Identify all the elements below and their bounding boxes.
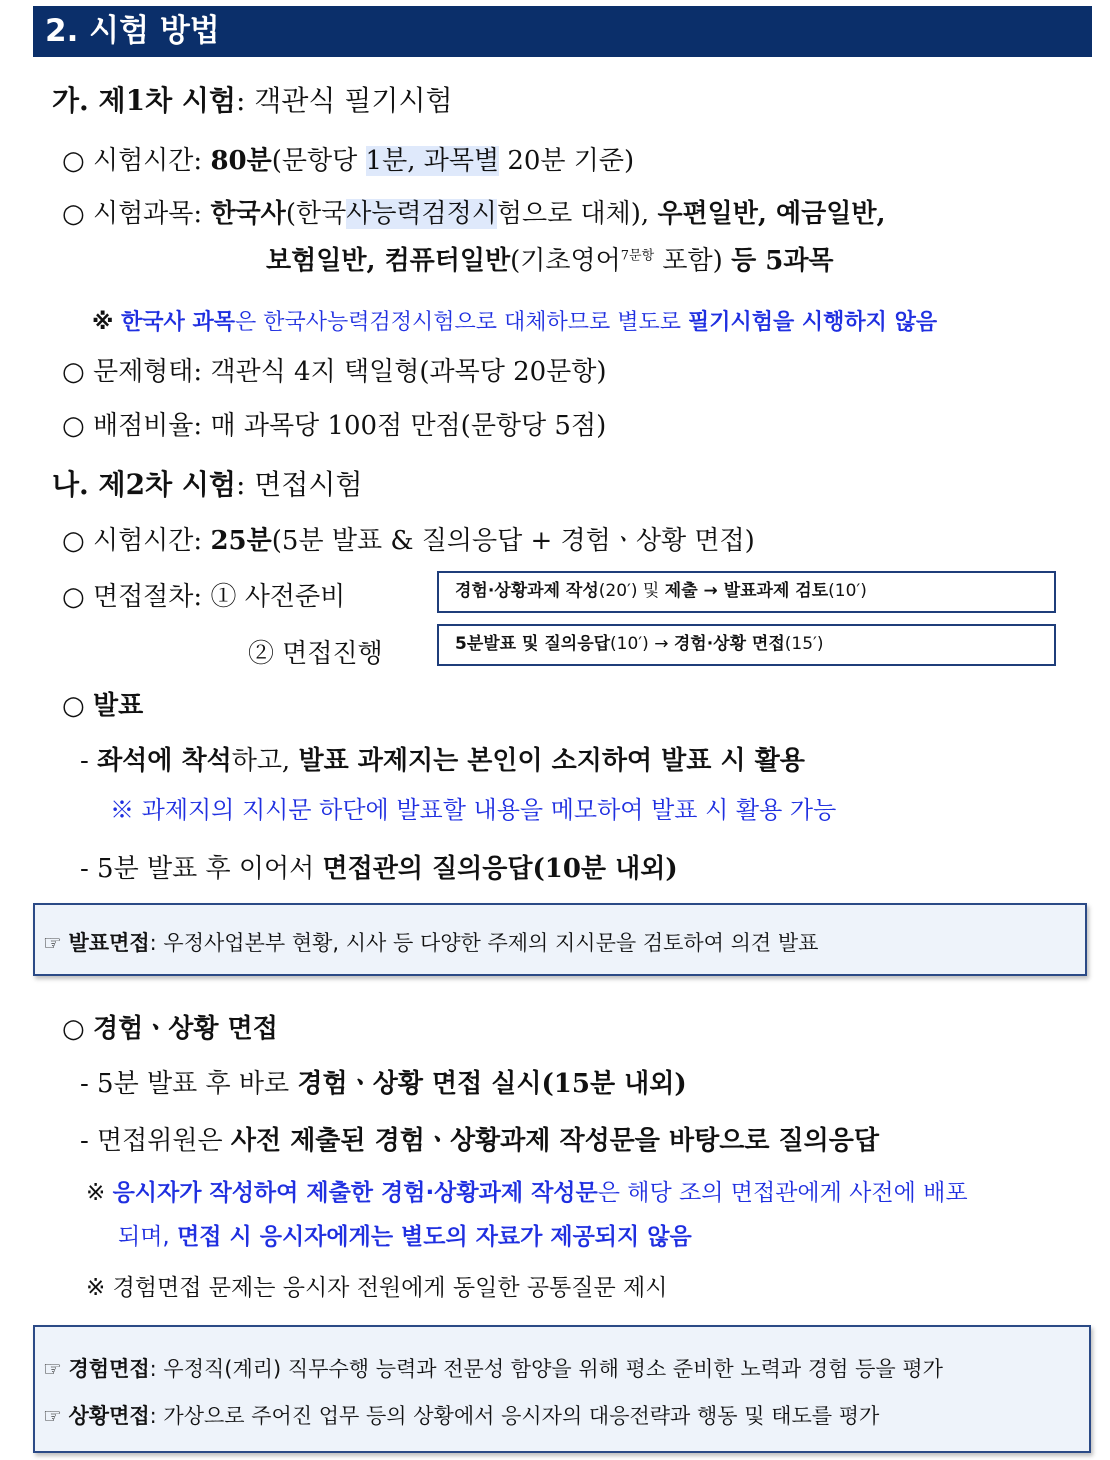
korean-history-notice xyxy=(92,305,937,336)
pointing-hand-icon: ☞ xyxy=(43,931,62,955)
pointing-hand-icon: ☞ xyxy=(43,1357,62,1381)
bullet: ○ xyxy=(62,526,85,556)
notice-mark: ※ xyxy=(92,310,122,335)
exp-line2-text: - 면접위원은 xyxy=(80,1126,231,1156)
exam-time-detail-pre: (문항당 xyxy=(271,146,366,176)
subject-english-count: 7문항 xyxy=(620,248,655,264)
section-a-desc: : 객관식 필기시험 xyxy=(235,84,453,117)
note-label: 발표면접 xyxy=(68,931,150,955)
score-ratio xyxy=(62,405,606,442)
box2-bold-1: 5분발표 및 질의응답 xyxy=(455,634,611,654)
section-a-heading xyxy=(52,79,453,119)
note1-mark: ※ xyxy=(86,1180,113,1206)
note1-bold-2: 면접 시 응시자에게는 별도의 자료가 제공되지 않음 xyxy=(177,1224,692,1250)
pres-text-1: 하고, xyxy=(231,746,299,776)
subject-note-hl: 사능력검정시 xyxy=(346,199,497,229)
bullet: ○ xyxy=(62,582,85,612)
bullet: ○ xyxy=(62,411,85,441)
subject-note-post: 험으로 대체), xyxy=(496,199,658,229)
box1-bold-1: 경험·상황과제 작성 xyxy=(455,581,599,601)
box1-text-1: (20′) 및 xyxy=(598,581,665,601)
score-ratio-text: 배점비율: 매 과목당 100점 만점(문항당 5점) xyxy=(92,411,607,441)
section-b-label: 나. 제2차 시험 xyxy=(52,468,236,501)
dash: - xyxy=(80,746,98,776)
exam-subjects-label: 시험과목: xyxy=(92,199,203,229)
bullet: ○ xyxy=(62,691,85,721)
section-b-heading xyxy=(52,463,363,503)
subject-note-pre: (한국 xyxy=(285,199,347,229)
note-situation-label: 상황면접 xyxy=(68,1404,150,1428)
exam-time-value: 80분 xyxy=(210,146,272,176)
exam-time-b-detail: (5분 발표 & 질의응답 + 경험ㆍ상황 면접) xyxy=(271,526,755,556)
procedure-label: 면접절차: xyxy=(92,582,203,612)
pres-bold-2: 발표 과제지는 본인이 소지하여 발표 시 활용 xyxy=(298,746,805,776)
subject-postal-deposit: 우편일반, 예금일반, xyxy=(657,199,886,229)
exam-subjects xyxy=(62,193,886,230)
procedure-box-2 xyxy=(437,624,1056,666)
experience-title: 경험ㆍ상황 면접 xyxy=(92,1014,278,1044)
box1-bold-2: 제출 → 발표과제 검토 xyxy=(664,581,829,601)
question-format-text: 문제형태: 객관식 4지 택일형(과목당 20문항) xyxy=(92,357,607,387)
presentation-line-2 xyxy=(80,848,678,885)
presentation-title: 발표 xyxy=(92,691,144,721)
presentation-line-1 xyxy=(80,740,805,777)
experience-line-1 xyxy=(80,1063,687,1100)
experience-heading xyxy=(62,1008,278,1045)
section-b-desc: : 면접시험 xyxy=(235,468,363,501)
note-line-experience xyxy=(43,1353,943,1383)
subject-english-note-post: 포함) xyxy=(654,246,732,276)
box2-bold-2: 경험·상황 면접 xyxy=(673,634,785,654)
section-header xyxy=(33,6,1092,57)
bullet: ○ xyxy=(62,199,85,229)
experience-note-1 xyxy=(86,1174,968,1207)
box2-text-1: (10′) → xyxy=(610,634,674,654)
box1-text-2: (10′) xyxy=(828,581,867,601)
subject-insurance-computer: 보험일반, 컴퓨터일반 xyxy=(266,246,511,276)
bullet: ○ xyxy=(62,1014,85,1044)
exam-time-a xyxy=(62,140,634,177)
note1-text-1: 은 해당 조의 면접관에게 사전에 배포 xyxy=(597,1180,968,1206)
pres-line2-bold: 면접관의 질의응답(10분 내외) xyxy=(322,854,678,884)
interview-procedure xyxy=(62,576,345,613)
subject-korean-history: 한국사 xyxy=(210,199,286,229)
subject-total: 등 5과목 xyxy=(731,246,834,276)
procedure-box-1 xyxy=(437,571,1056,613)
note1-bold-1: 응시자가 작성하여 제출한 경험·상황과제 작성문 xyxy=(112,1180,598,1206)
exp-line1-bold: 경험ㆍ상황 면접 실시(15분 내외) xyxy=(297,1069,687,1099)
notice-bold-1: 한국사 과목 xyxy=(121,310,235,335)
note1-text-2: 되며, xyxy=(118,1224,178,1250)
interview-type-note xyxy=(33,1325,1091,1453)
exam-time-b xyxy=(62,520,755,557)
exam-time-b-label: 시험시간: xyxy=(92,526,203,556)
note-text: : 우정사업본부 현황, 시사 등 다양한 주제의 지시문을 검토하여 의견 발표 xyxy=(149,931,819,955)
note-experience-label: 경험면접 xyxy=(68,1357,150,1381)
exam-time-detail-hl: 1분, 과목별 xyxy=(365,146,500,176)
interview-procedure-step2 xyxy=(248,633,383,670)
note-experience-text: : 우정직(계리) 직무수행 능력과 전문성 함양을 위해 평소 준비한 노력과 경험 등을 평가 xyxy=(149,1357,943,1381)
exam-time-b-value: 25분 xyxy=(210,526,272,556)
presentation-interview-note xyxy=(33,903,1087,976)
notice-text-1: 은 한국사능력검정시험으로 대체하므로 별도로 xyxy=(234,310,688,335)
note-situation-text: : 가상으로 주어진 업무 등의 상황에서 응시자의 대응전략과 행동 및 태도를 평가 xyxy=(149,1404,880,1428)
notice-bold-2: 필기시험을 시행하지 않음 xyxy=(687,310,938,335)
exam-subjects-line2 xyxy=(266,240,834,277)
exam-time-detail-post: 20분 기준) xyxy=(499,146,635,176)
experience-line-2 xyxy=(80,1120,879,1157)
subject-english-note: (기초영어 xyxy=(510,246,621,276)
exp-line1-text: - 5분 발표 후 바로 xyxy=(80,1069,298,1099)
bullet: ○ xyxy=(62,357,85,387)
procedure-step-2: ② 면접진행 xyxy=(248,639,383,669)
bullet: ○ xyxy=(62,146,85,176)
box2-text-2: (15′) xyxy=(784,634,824,654)
pointing-hand-icon: ☞ xyxy=(43,1404,62,1428)
pres-line2-text: - 5분 발표 후 이어서 xyxy=(80,854,323,884)
note-line xyxy=(43,927,818,957)
presentation-heading xyxy=(62,685,143,722)
note-line-situation xyxy=(43,1400,879,1430)
section-title: 2. 시험 방법 xyxy=(45,13,220,49)
presentation-memo-note: ※ 과제지의 지시문 하단에 발표할 내용을 메모하여 발표 시 활용 가능 xyxy=(110,796,837,824)
procedure-step-1: ① 사전준비 xyxy=(210,582,346,612)
exam-time-label: 시험시간: xyxy=(92,146,203,176)
pres-bold-1: 좌석에 착석 xyxy=(97,746,232,776)
experience-note-2: ※ 경험면접 문제는 응시자 전원에게 동일한 공통질문 제시 xyxy=(86,1275,668,1301)
question-format xyxy=(62,351,607,388)
section-a-label: 가. 제1차 시험 xyxy=(52,84,236,117)
experience-note-1-cont xyxy=(118,1218,692,1251)
exp-line2-bold: 사전 제출된 경험ㆍ상황과제 작성문을 바탕으로 질의응답 xyxy=(230,1126,879,1156)
